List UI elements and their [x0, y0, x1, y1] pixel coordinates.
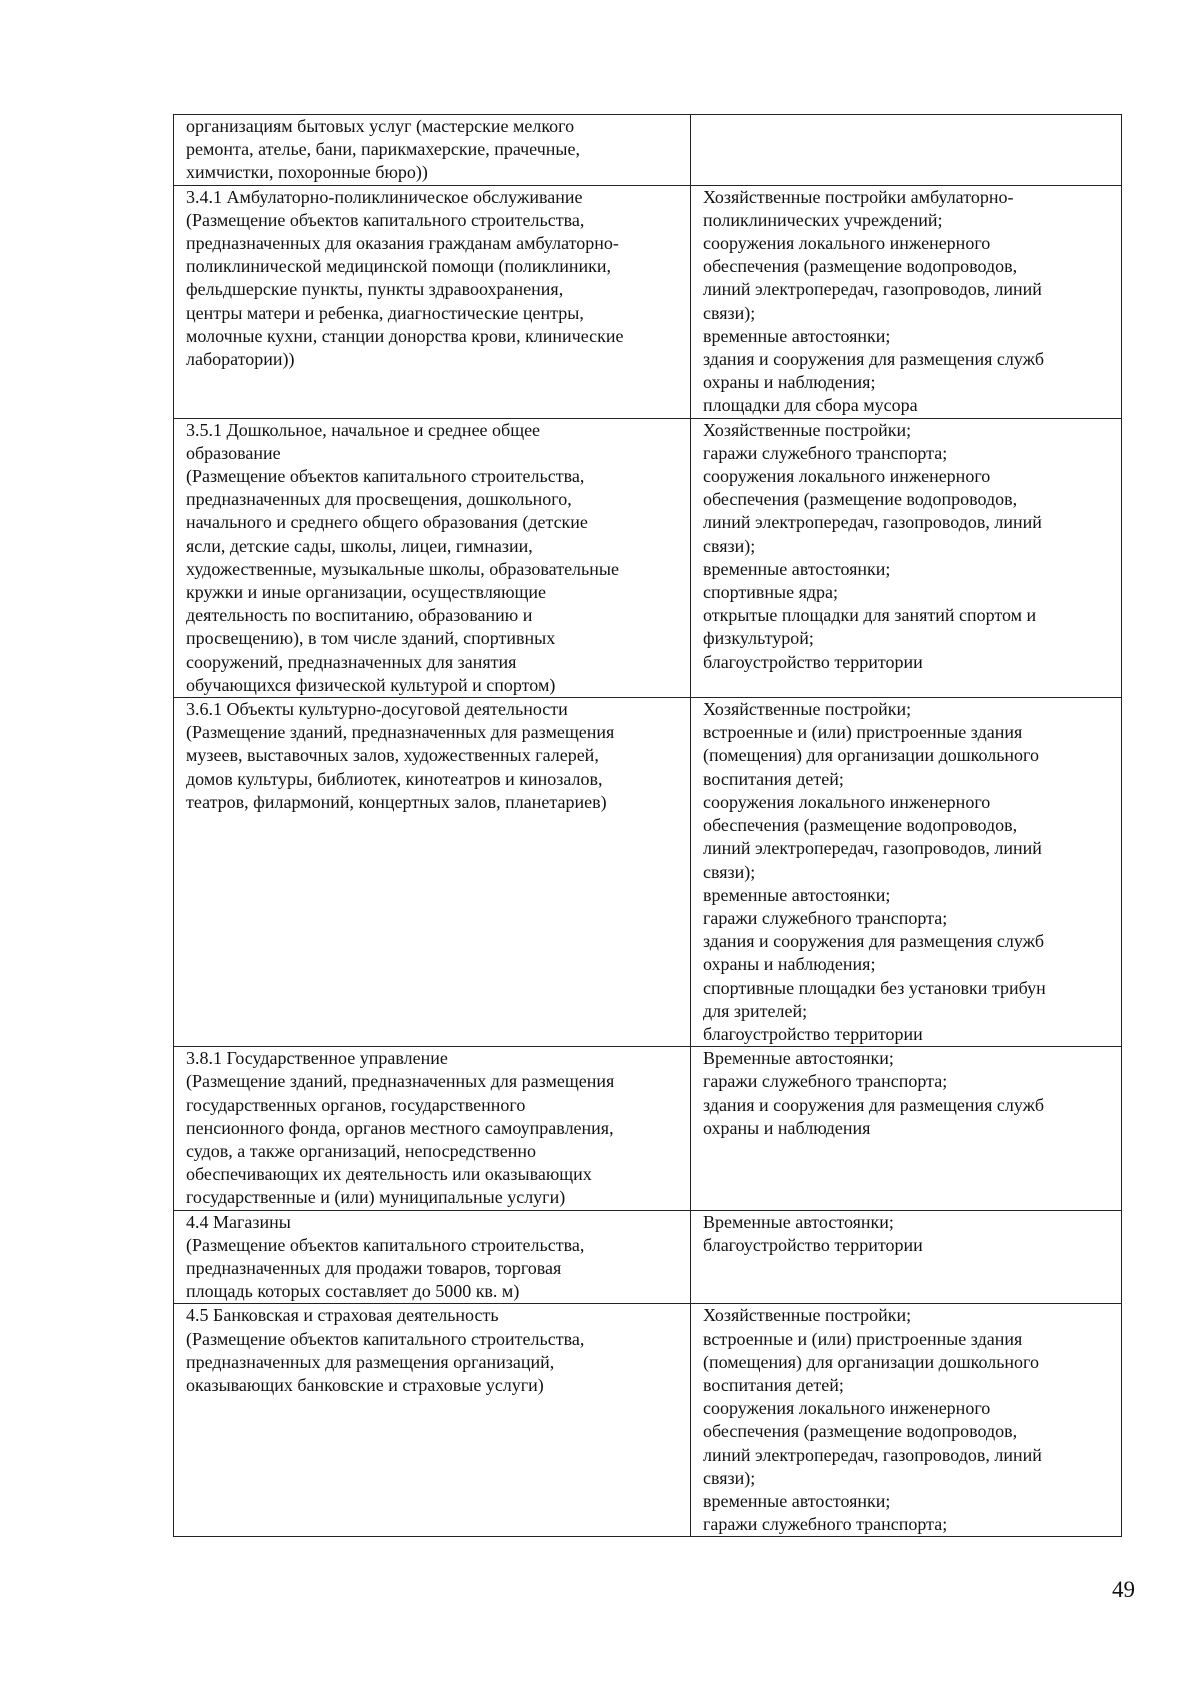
cell-text-line: здания и сооружения для размещения служб: [703, 349, 1044, 370]
cell-text-line: обеспечения (размещение водопроводов,: [703, 815, 1018, 836]
auxiliary-uses-cell: [691, 698, 1122, 1047]
cell-text-line: обеспечения (размещение водопроводов,: [703, 256, 1018, 277]
cell-text-line: линий электропередач, газопроводов, линий: [703, 512, 1042, 533]
cell-text-line: 4.4 Магазины: [186, 1211, 291, 1232]
cell-text-line: государственные и (или) муниципальные услуги): [186, 1187, 566, 1208]
cell-text-line: здания и сооружения для размещения служб: [703, 931, 1044, 952]
cell-text-line: здания и сооружения для размещения служб: [703, 1094, 1044, 1115]
cell-text-line: для зрителей;: [703, 1000, 808, 1021]
cell-text-line: связи);: [703, 1467, 756, 1488]
cell-text-line: охраны и наблюдения: [703, 1117, 871, 1138]
cell-text-line: Хозяйственные постройки;: [703, 419, 912, 440]
cell-text-line: связи);: [703, 861, 756, 882]
cell-text-line: (Размещение зданий, предназначенных для размещения: [186, 1071, 615, 1092]
cell-text-line: 3.6.1 Объекты культурно-досуговой деятельности: [186, 699, 568, 720]
cell-text-line: предназначенных для продажи товаров, торговая: [186, 1257, 562, 1278]
cell-text-line: (Размещение объектов капитального строительства,: [186, 466, 585, 487]
table-row: [174, 418, 1122, 697]
cell-text-line: образование: [186, 442, 281, 463]
cell-text-line: спортивные площадки без установки трибун: [703, 977, 1046, 998]
table-row: [174, 1047, 1122, 1210]
auxiliary-uses-cell: [691, 115, 1122, 186]
land-use-type-cell: [174, 418, 691, 697]
cell-text-line: (Размещение объектов капитального строительства,: [186, 1234, 585, 1255]
cell-text-line: сооружения локального инженерного: [703, 1398, 991, 1419]
cell-text-line: химчистки, похоронные бюро)): [186, 162, 428, 183]
page-number: 49: [1112, 1577, 1135, 1602]
cell-text-line: охраны и наблюдения;: [703, 372, 876, 393]
cell-text-line: встроенные и (или) пристроенные здания: [703, 722, 1023, 743]
land-use-type-cell: [174, 185, 691, 418]
cell-text-line: спортивные ядра;: [703, 582, 839, 603]
auxiliary-uses-cell: [691, 1047, 1122, 1210]
cell-text-line: фельдшерские пункты, пункты здравоохранения,: [186, 279, 564, 300]
cell-text-line: сооружения локального инженерного: [703, 233, 991, 254]
cell-text-line: домов культуры, библиотек, кинотеатров и кинозалов,: [186, 768, 603, 789]
table-row: [174, 698, 1122, 1047]
cell-text-line: воспитания детей;: [703, 768, 844, 789]
cell-text-line: воспитания детей;: [703, 1374, 844, 1395]
cell-text-line: 4.5 Банковская и страховая деятельность: [186, 1305, 499, 1326]
cell-text-line: начального и среднего общего образования (детские: [186, 512, 588, 533]
cell-text-line: линий электропередач, газопроводов, линий: [703, 1444, 1042, 1465]
cell-text-line: гаражи служебного транспорта;: [703, 1071, 948, 1092]
cell-text-line: благоустройство территории: [703, 1234, 923, 1255]
cell-text-line: встроенные и (или) пристроенные здания: [703, 1328, 1023, 1349]
cell-text-line: государственных органов, государственного: [186, 1094, 526, 1115]
cell-text-line: оказывающих банковские и страховые услуги): [186, 1374, 544, 1395]
table-row: [174, 115, 1122, 186]
table-row: [174, 1210, 1122, 1304]
cell-text-line: площадки для сбора мусора: [703, 395, 918, 416]
cell-text-line: пенсионного фонда, органов местного самоуправления,: [186, 1117, 614, 1138]
cell-text-line: 3.5.1 Дошкольное, начальное и среднее общее: [186, 419, 541, 440]
table-row: [174, 185, 1122, 418]
cell-text-line: центры матери и ребенка, диагностические центры,: [186, 302, 584, 323]
table-row: [174, 1304, 1122, 1537]
cell-text-line: предназначенных для оказания гражданам амбулаторно-: [186, 233, 619, 254]
cell-text-line: временные автостоянки;: [703, 325, 891, 346]
cell-text-line: гаражи служебного транспорта;: [703, 907, 948, 928]
cell-text-line: кружки и иные организации, осуществляющие: [186, 582, 547, 603]
cell-text-line: сооружений, предназначенных для занятия: [186, 651, 517, 672]
cell-text-line: (помещения) для организации дошкольного: [703, 745, 1039, 766]
cell-text-line: (Размещение объектов капитального строительства,: [186, 209, 585, 230]
cell-text-line: молочные кухни, станции донорства крови, клинические: [186, 325, 624, 346]
cell-text-line: Хозяйственные постройки;: [703, 699, 912, 720]
cell-text-line: линий электропередач, газопроводов, линий: [703, 279, 1042, 300]
cell-text-line: сооружения локального инженерного: [703, 466, 991, 487]
cell-text-line: охраны и наблюдения;: [703, 954, 876, 975]
cell-text-line: обеспечивающих их деятельность или оказывающих: [186, 1164, 592, 1185]
cell-text-line: Временные автостоянки;: [703, 1048, 894, 1069]
cell-text-line: (Размещение объектов капитального строительства,: [186, 1328, 585, 1349]
cell-text-line: ясли, детские сады, школы, лицеи, гимназии,: [186, 535, 533, 556]
cell-text-line: временные автостоянки;: [703, 1490, 891, 1511]
cell-text-line: Временные автостоянки;: [703, 1211, 894, 1232]
cell-text-line: гаражи служебного транспорта;: [703, 442, 948, 463]
land-use-type-cell: [174, 115, 691, 186]
cell-text-line: организациям бытовых услуг (мастерские мелкого: [186, 116, 575, 136]
cell-text-line: просвещению), в том числе зданий, спортивных: [186, 628, 556, 649]
cell-text-line: 3.4.1 Амбулаторно-поликлиническое обслуживание: [186, 186, 583, 207]
cell-text-line: физкультурой;: [703, 628, 814, 649]
auxiliary-uses-cell: [691, 1210, 1122, 1304]
land-use-type-cell: [174, 1047, 691, 1210]
cell-text-line: связи);: [703, 302, 756, 323]
cell-text-line: предназначенных для размещения организаций,: [186, 1351, 555, 1372]
cell-text-line: Хозяйственные постройки;: [703, 1305, 912, 1326]
cell-text-line: временные автостоянки;: [703, 558, 891, 579]
cell-text-line: линий электропередач, газопроводов, линий: [703, 838, 1042, 859]
land-use-type-cell: [174, 698, 691, 1047]
land-use-type-cell: [174, 1210, 691, 1304]
table-body: [174, 115, 1122, 1537]
land-use-type-cell: [174, 1304, 691, 1537]
cell-text-line: поликлинической медицинской помощи (поликлиники,: [186, 256, 612, 277]
cell-text-line: временные автостоянки;: [703, 884, 891, 905]
cell-text-line: связи);: [703, 535, 756, 556]
cell-text-line: гаражи служебного транспорта;: [703, 1514, 948, 1535]
cell-text-line: обеспечения (размещение водопроводов,: [703, 1421, 1018, 1442]
cell-text-line: благоустройство территории: [703, 1023, 923, 1044]
cell-text-line: лаборатории)): [186, 349, 295, 370]
cell-text-line: художественные, музыкальные школы, образовательные: [186, 558, 619, 579]
cell-text-line: Хозяйственные постройки амбулаторно-: [703, 186, 1014, 207]
cell-text-line: (помещения) для организации дошкольного: [703, 1351, 1039, 1372]
auxiliary-uses-cell: [691, 418, 1122, 697]
cell-text-line: судов, а также организаций, непосредственно: [186, 1140, 537, 1161]
land-use-table: [173, 114, 1122, 1537]
cell-text-line: площадь которых составляет до 5000 кв. м): [186, 1281, 520, 1302]
cell-text-line: открытые площадки для занятий спортом и: [703, 605, 1037, 626]
cell-text-line: деятельность по воспитанию, образованию и: [186, 605, 533, 626]
auxiliary-uses-cell: [691, 1304, 1122, 1537]
cell-text-line: благоустройство территории: [703, 651, 923, 672]
cell-text-line: поликлинических учреждений;: [703, 209, 943, 230]
auxiliary-uses-cell: [691, 185, 1122, 418]
cell-text-line: музеев, выставочных залов, художественных галерей,: [186, 745, 599, 766]
cell-text-line: обеспечения (размещение водопроводов,: [703, 489, 1018, 510]
cell-text-line: сооружения локального инженерного: [703, 791, 991, 812]
cell-text-line: 3.8.1 Государственное управление: [186, 1048, 448, 1069]
cell-text-line: ремонта, ателье, бани, парикмахерские, прачечные,: [186, 139, 580, 160]
cell-text-line: обучающихся физической культурой и спортом): [186, 674, 556, 695]
cell-text-line: (Размещение зданий, предназначенных для размещения: [186, 722, 615, 743]
cell-text-line: предназначенных для просвещения, дошкольного,: [186, 489, 572, 510]
cell-text-line: театров, филармоний, концертных залов, планетариев): [186, 791, 607, 812]
